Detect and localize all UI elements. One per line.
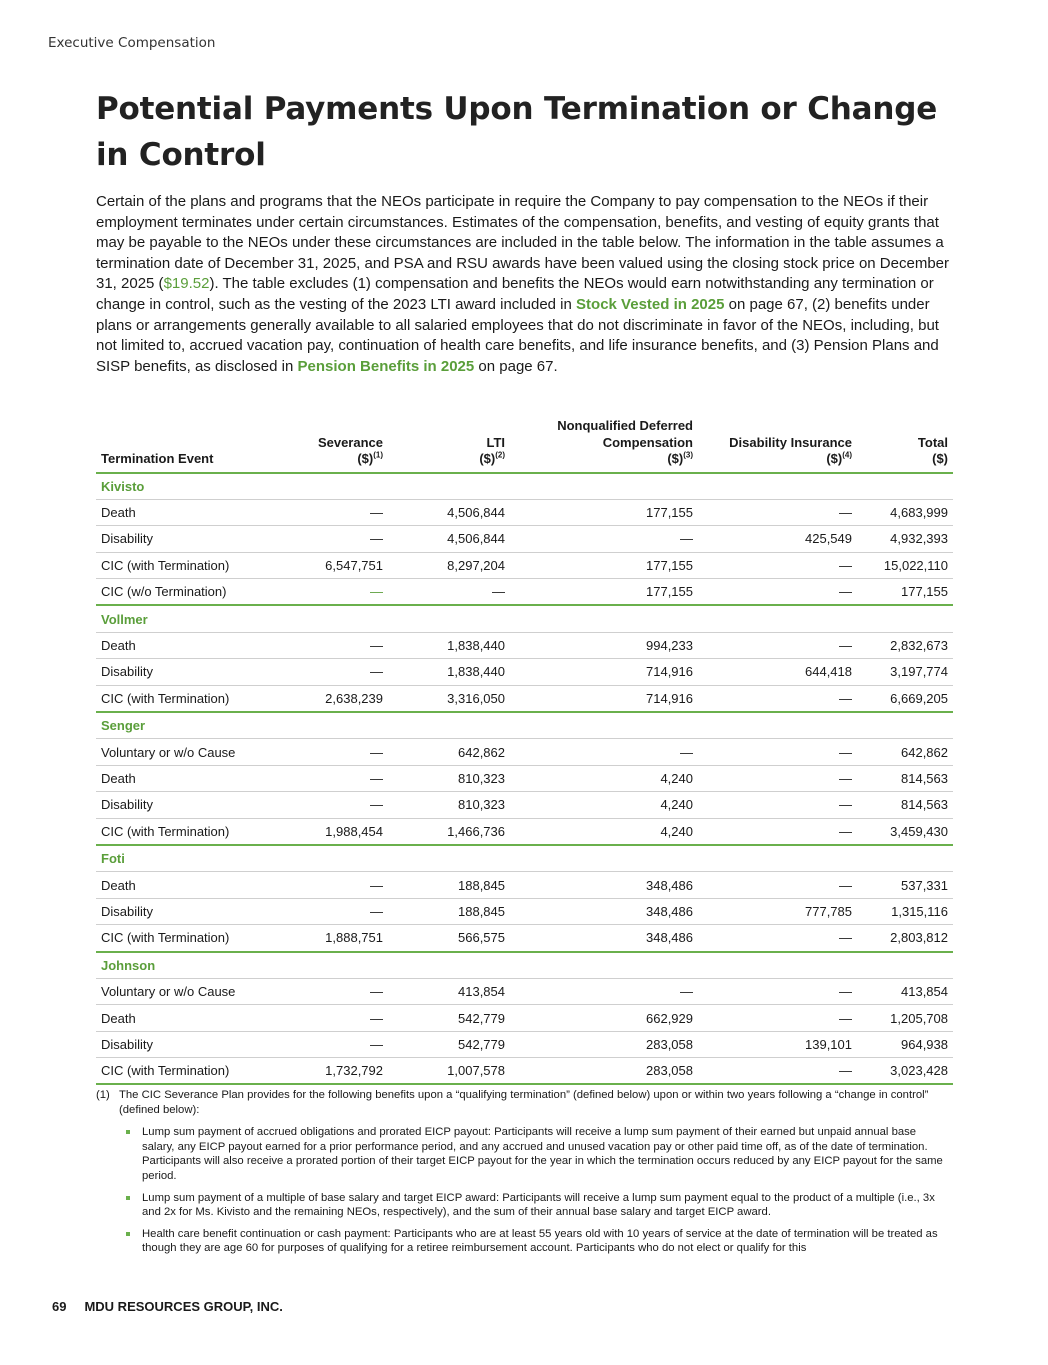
list-item: Lump sum payment of a multiple of base salary and target EICP award: Participants will receive a lump sum payment equal to the product of a multiple (i.e., 3x and 2x for Ms. Kivisto and the remaining NEOs, respectively), and the sum of their annual base salary and target EICP award. (124, 1191, 948, 1220)
disability-insurance-cell: — (698, 925, 857, 952)
table-row (96, 978, 953, 1004)
total-cell: 413,854 (857, 978, 953, 1004)
footnote-number: (1) (96, 1089, 110, 1101)
lti-cell: 810,323 (388, 792, 510, 818)
severance-cell: — (286, 792, 388, 818)
disability-insurance-cell: — (698, 792, 857, 818)
severance-cell: — (286, 579, 388, 606)
deferred-comp-cell: 348,486 (510, 925, 698, 952)
disability-insurance-cell: — (698, 1005, 857, 1031)
deferred-comp-cell: 714,916 (510, 685, 698, 712)
termination-event-cell: Disability (96, 526, 286, 552)
deferred-comp-cell: 662,929 (510, 1005, 698, 1031)
termination-event-cell: Death (96, 765, 286, 791)
disability-insurance-cell: — (698, 499, 857, 525)
total-cell: 6,669,205 (857, 685, 953, 712)
group-row-senger (96, 712, 953, 739)
deferred-comp-cell: 177,155 (510, 499, 698, 525)
table-row (96, 579, 953, 606)
severance-cell: 6,547,751 (286, 552, 388, 578)
total-cell: 1,205,708 (857, 1005, 953, 1031)
termination-event-cell: CIC (w/o Termination) (96, 579, 286, 606)
termination-event-cell: Death (96, 872, 286, 898)
table-row (96, 765, 953, 791)
table-row (96, 632, 953, 658)
termination-event-cell: CIC (with Termination) (96, 818, 286, 845)
list-item: Lump sum payment of accrued obligations and prorated EICP payout: Participants will receive a lump sum payment of their earned but unpaid annual base salary, any EICP payout earned for a prior performance period, and any accrued and unused vacation pay or other paid time off, as of the date of termination. Participants will also receive a prorated portion of their target EICP payout for the year in which the termination occurs reduced by any EICP payout for the same period. (124, 1125, 948, 1183)
page-title: Potential Payments Upon Termination or Change in Control (96, 91, 938, 173)
disability-insurance-cell: — (698, 579, 857, 606)
termination-event-cell: Death (96, 1005, 286, 1031)
deferred-comp-cell: 4,240 (510, 765, 698, 791)
lti-cell: 188,845 (388, 898, 510, 924)
deferred-comp-cell: — (510, 978, 698, 1004)
executive-name: Foti (96, 845, 953, 872)
bullet-icon (126, 1130, 130, 1134)
lti-cell: 8,297,204 (388, 552, 510, 578)
deferred-comp-cell: — (510, 526, 698, 552)
company-name: MDU RESOURCES GROUP, INC. (84, 1299, 283, 1314)
table-row (96, 526, 953, 552)
table-row (96, 739, 953, 765)
total-cell: 814,563 (857, 792, 953, 818)
severance-cell: — (286, 499, 388, 525)
section-header: Executive Compensation (48, 35, 216, 51)
disability-insurance-cell: — (698, 818, 857, 845)
deferred-comp-cell: — (510, 739, 698, 765)
lti-cell: — (388, 579, 510, 606)
lti-cell: 3,316,050 (388, 685, 510, 712)
table-row (96, 552, 953, 578)
group-row-kivisto (96, 473, 953, 500)
severance-cell: 1,988,454 (286, 818, 388, 845)
termination-event-cell: Disability (96, 898, 286, 924)
deferred-comp-cell: 283,058 (510, 1031, 698, 1057)
col-total: Total ($) (857, 418, 953, 473)
deferred-comp-cell: 994,233 (510, 632, 698, 658)
total-cell: 4,932,393 (857, 526, 953, 552)
termination-event-cell: CIC (with Termination) (96, 685, 286, 712)
disability-insurance-cell: — (698, 765, 857, 791)
termination-event-cell: CIC (with Termination) (96, 552, 286, 578)
termination-event-cell: Disability (96, 659, 286, 685)
total-cell: 964,938 (857, 1031, 953, 1057)
severance-cell: — (286, 765, 388, 791)
lti-cell: 1,466,736 (388, 818, 510, 845)
table-row (96, 659, 953, 685)
deferred-comp-cell: 283,058 (510, 1058, 698, 1085)
disability-insurance-cell: — (698, 978, 857, 1004)
deferred-comp-cell: 348,486 (510, 872, 698, 898)
intro-paragraph (96, 192, 958, 377)
table-row (96, 925, 953, 952)
table-row (96, 898, 953, 924)
total-cell: 1,315,116 (857, 898, 953, 924)
lti-cell: 642,862 (388, 739, 510, 765)
total-cell: 2,803,812 (857, 925, 953, 952)
lti-cell: 566,575 (388, 925, 510, 952)
disability-insurance-cell: — (698, 685, 857, 712)
col-lti: LTI ($)$^{(2)}$ (388, 418, 510, 473)
footnotes (96, 1088, 948, 1263)
disability-insurance-cell: — (698, 1058, 857, 1085)
disability-insurance-cell: 644,418 (698, 659, 857, 685)
severance-cell: — (286, 898, 388, 924)
table-header-row (96, 418, 953, 473)
table-row (96, 685, 953, 712)
page-footer (52, 1299, 283, 1314)
total-cell: 3,023,428 (857, 1058, 953, 1085)
table-body (96, 473, 953, 1085)
severance-cell: — (286, 526, 388, 552)
total-cell: 2,832,673 (857, 632, 953, 658)
col-termination-event: Termination Event (96, 418, 286, 473)
lti-cell: 4,506,844 (388, 526, 510, 552)
severance-cell: 1,732,792 (286, 1058, 388, 1085)
disability-insurance-cell: 425,549 (698, 526, 857, 552)
lti-cell: 188,845 (388, 872, 510, 898)
severance-cell: — (286, 659, 388, 685)
total-cell: 4,683,999 (857, 499, 953, 525)
termination-event-cell: Death (96, 499, 286, 525)
disability-insurance-cell: — (698, 632, 857, 658)
severance-cell: — (286, 632, 388, 658)
disability-insurance-cell: 139,101 (698, 1031, 857, 1057)
termination-event-cell: Voluntary or w/o Cause (96, 978, 286, 1004)
group-row-vollmer (96, 605, 953, 632)
table-row (96, 818, 953, 845)
intro-text-4: on page 67. (474, 357, 558, 375)
col-nonqualified-deferred-comp: Nonqualified Deferred Compensation ($)$^{(3)}$ (510, 418, 698, 473)
table-row (96, 1005, 953, 1031)
lti-cell: 413,854 (388, 978, 510, 1004)
list-item: Health care benefit continuation or cash payment: Participants who are at least 55 years old with 10 years of service at the date of termination will be treated as though they are age 60 for purposes of qualifying for a retiree reimbursement account. Participants who do not elect or qualify for this (124, 1227, 948, 1256)
table-row (96, 1058, 953, 1085)
disability-insurance-cell: — (698, 739, 857, 765)
severance-cell: — (286, 1005, 388, 1031)
total-cell: 814,563 (857, 765, 953, 791)
table-row (96, 872, 953, 898)
executive-name: Vollmer (96, 605, 953, 632)
bullet-icon (126, 1232, 130, 1236)
page-number: 69 (52, 1299, 67, 1314)
intro-text-2: ). The table excludes (1) compensation and benefits the NEOs would earn notwithstanding any termination or change in control, such as the vesting of the 2023 LTI award included in (96, 275, 934, 313)
deferred-comp-cell: 177,155 (510, 579, 698, 606)
severance-cell: 2,638,239 (286, 685, 388, 712)
stock-vested-link[interactable]: Stock Vested in 2025 (576, 295, 725, 313)
group-row-johnson (96, 952, 953, 979)
total-cell: 642,862 (857, 739, 953, 765)
termination-event-cell: CIC (with Termination) (96, 925, 286, 952)
executive-name: Johnson (96, 952, 953, 979)
total-cell: 3,197,774 (857, 659, 953, 685)
table-row (96, 1031, 953, 1057)
footnote-text: The CIC Severance Plan provides for the following benefits upon a “qualifying termination” (defined below) upon or within two years following a “change in control” (defined below): (119, 1089, 929, 1116)
col-severance: Severance ($)$^{(1)}$ (286, 418, 388, 473)
lti-cell: 1,838,440 (388, 659, 510, 685)
pension-benefits-link[interactable]: Pension Benefits in 2025 (297, 357, 475, 375)
deferred-comp-cell: 4,240 (510, 818, 698, 845)
lti-cell: 1,838,440 (388, 632, 510, 658)
footnote-bullet-list (124, 1125, 948, 1256)
disability-insurance-cell: — (698, 552, 857, 578)
total-cell: 15,022,110 (857, 552, 953, 578)
stock-price: $19.52 (163, 275, 210, 293)
deferred-comp-cell: 177,155 (510, 552, 698, 578)
total-cell: 537,331 (857, 872, 953, 898)
termination-event-cell: Death (96, 632, 286, 658)
intro-text-1: Certain of the plans and programs that the NEOs participate in require the Company to pay compensation to the NEOs if their employment terminates under certain circumstances. Estimates of the compensation, benefits, and vesting of equity grants that may be payable to the NEOs under these circumstances are included in the table below. The information in the table assumes a termination date of December 31, 2025, and PSA and RSU awards have been valued using the closing stock price on December 31, 2025 ( (96, 193, 950, 293)
group-row-foti (96, 845, 953, 872)
total-cell: 3,459,430 (857, 818, 953, 845)
lti-cell: 4,506,844 (388, 499, 510, 525)
severance-cell: — (286, 872, 388, 898)
deferred-comp-cell: 348,486 (510, 898, 698, 924)
termination-event-cell: CIC (with Termination) (96, 1058, 286, 1085)
lti-cell: 542,779 (388, 1031, 510, 1057)
termination-event-cell: Disability (96, 792, 286, 818)
severance-cell: 1,888,751 (286, 925, 388, 952)
total-cell: 177,155 (857, 579, 953, 606)
deferred-comp-cell: 4,240 (510, 792, 698, 818)
disability-insurance-cell: 777,785 (698, 898, 857, 924)
table-row (96, 792, 953, 818)
footnote-1 (96, 1088, 948, 1117)
table-row (96, 499, 953, 525)
termination-payments-table (96, 418, 953, 1085)
termination-event-cell: Disability (96, 1031, 286, 1057)
intro-text-3: on page 67, (2) benefits under plans or arrangements generally available to all salaried employees that do not discriminate in favor of the NEOs, including, but not limited to, accrued vacation pay, continuation of health care benefits, and life insurance benefits, and (3) Pension Plans and SISP benefits, as disclosed in (96, 295, 939, 375)
severance-cell: — (286, 978, 388, 1004)
lti-cell: 810,323 (388, 765, 510, 791)
severance-cell: — (286, 1031, 388, 1057)
severance-cell: — (286, 739, 388, 765)
lti-cell: 1,007,578 (388, 1058, 510, 1085)
termination-event-cell: Voluntary or w/o Cause (96, 739, 286, 765)
disability-insurance-cell: — (698, 872, 857, 898)
bullet-icon (126, 1196, 130, 1200)
executive-name: Senger (96, 712, 953, 739)
lti-cell: 542,779 (388, 1005, 510, 1031)
deferred-comp-cell: 714,916 (510, 659, 698, 685)
col-disability-insurance: Disability Insurance ($)$^{(4)}$ (698, 418, 857, 473)
executive-name: Kivisto (96, 473, 953, 500)
